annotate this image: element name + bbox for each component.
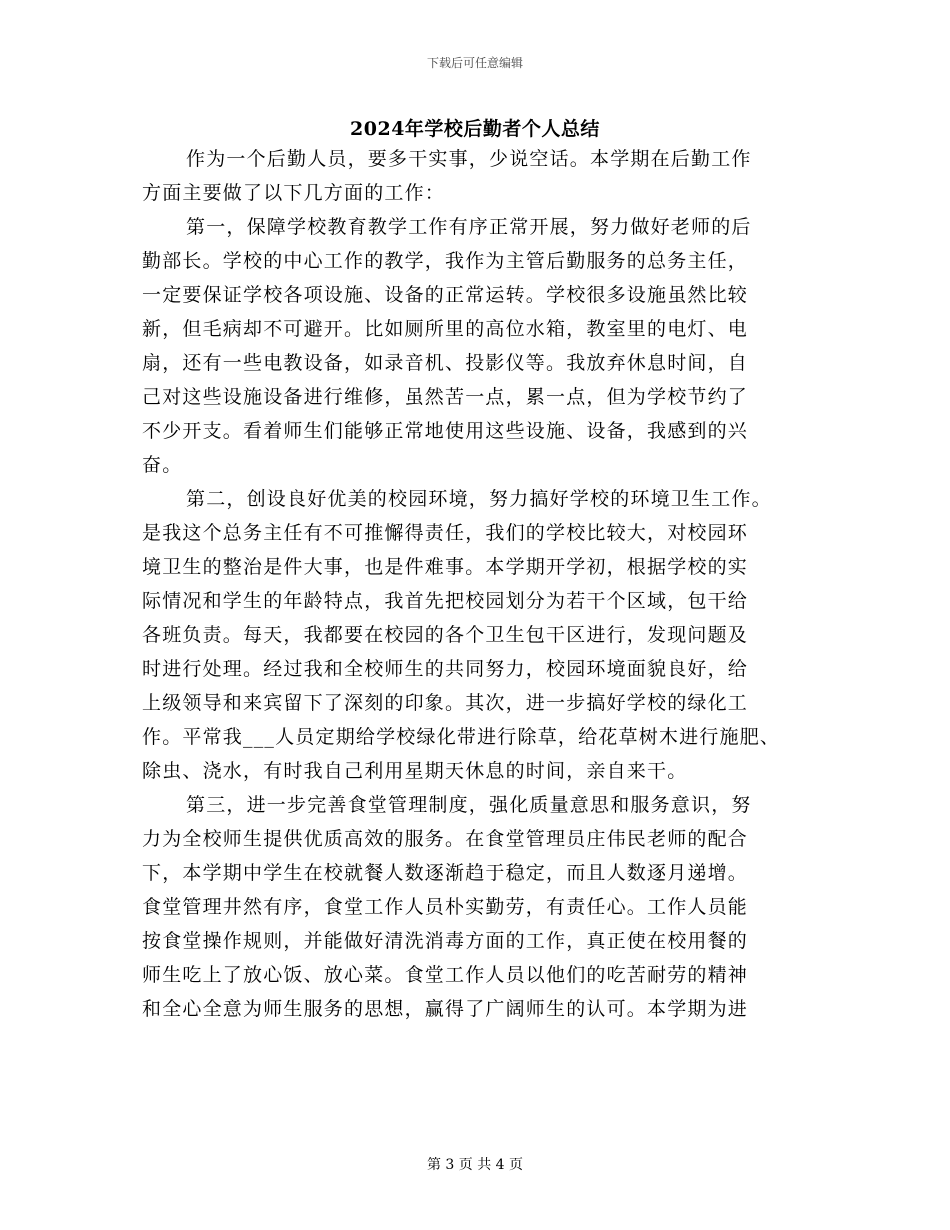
text-line: 各班负责。每天，我都要在校园的各个卫生包干区进行，发现问题及 [142, 624, 749, 646]
text-line: 第三，进一步完善食堂管理制度，强化质量意思和服务意识，努 [186, 794, 752, 816]
text-line: 己对这些设施设备进行维修，虽然苦一点，累一点，但为学校节约了 [142, 386, 749, 408]
text-line: 作。平常我___人员定期给学校绿化带进行除草，给花草树木进行施肥、 [142, 726, 781, 748]
document-body [142, 142, 810, 1026]
text-line: 勤部长。学校的中心工作的教学，我作为主管后勤服务的总务主任， [142, 250, 749, 272]
text-line: 时进行处理。经过我和全校师生的共同努力，校园环境面貌良好，给 [142, 658, 749, 680]
text-line: 和全心全意为师生服务的思想，赢得了广阔师生的认可。本学期为进 [142, 998, 749, 1020]
text-line: 第一，保障学校教育教学工作有序正常开展，努力做好老师的后 [186, 216, 752, 238]
text-line: 境卫生的整治是件大事，也是件难事。本学期开学初，根据学校的实 [142, 556, 749, 578]
text-line: 是我这个总务主任有不可推懈得责任，我们的学校比较大，对校园环 [142, 522, 749, 544]
text-line: 下，本学期中学生在校就餐人数逐渐趋于稳定，而且人数逐月递增。 [142, 862, 749, 884]
text-line: 第二，创设良好优美的校园环境，努力搞好学校的环境卫生工作。 [186, 488, 772, 510]
text-line: 按食堂操作规则，并能做好清洗消毒方面的工作，真正使在校用餐的 [142, 930, 749, 952]
text-line: 不少开支。看着师生们能够正常地使用这些设施、设备，我感到的兴 [142, 420, 749, 442]
text-line: 扇，还有一些电教设备，如录音机、投影仪等。我放弃休息时间，自 [142, 352, 749, 374]
text-line: 奋。 [142, 454, 183, 476]
text-line: 除虫、浇水，有时我自己利用星期天休息的时间，亲自来干。 [142, 760, 688, 782]
text-line: 食堂管理井然有序，食堂工作人员朴实勤劳，有责任心。工作人员能 [142, 896, 749, 918]
text-line: 一定要保证学校各项设施、设备的正常运转。学校很多设施虽然比较 [142, 284, 749, 306]
text-line: 新，但毛病却不可避开。比如厕所里的高位水箱，教室里的电灯、电 [142, 318, 749, 340]
text-line: 师生吃上了放心饭、放心菜。食堂工作人员以他们的吃苦耐劳的精神 [142, 964, 749, 986]
text-line: 际情况和学生的年龄特点，我首先把校园划分为若干个区域，包干给 [142, 590, 749, 612]
document-title: 2024年学校后勤者个人总结 [350, 118, 600, 140]
header-note: 下载后可任意编辑 [426, 56, 523, 70]
text-line: 力为全校师生提供优质高效的服务。在食堂管理员庄伟民老师的配合 [142, 828, 749, 850]
text-line: 上级领导和来宾留下了深刻的印象。其次，进一步搞好学校的绿化工 [142, 692, 749, 714]
text-line: 方面主要做了以下几方面的工作： [142, 182, 446, 204]
text-line: 作为一个后勤人员，要多干实事，少说空话。本学期在后勤工作 [186, 148, 752, 170]
page-number-footer: 第 3 页 共 4 页 [426, 1157, 524, 1173]
